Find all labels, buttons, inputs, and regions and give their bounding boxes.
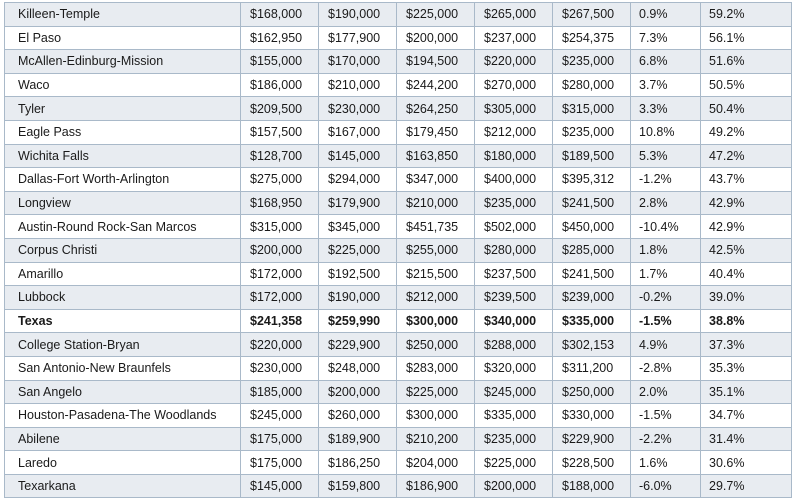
table-row <box>5 451 792 475</box>
price-cell: $345,000 <box>319 215 397 239</box>
price-cell: $189,900 <box>319 427 397 451</box>
metro-cell: Laredo <box>5 451 241 475</box>
metro-cell: Austin-Round Rock-San Marcos <box>5 215 241 239</box>
metro-cell: Texas <box>5 309 241 333</box>
total-growth-cell: 29.7% <box>701 474 792 498</box>
price-cell: $172,000 <box>241 262 319 286</box>
change-cell: -1.2% <box>631 168 701 192</box>
table-row <box>5 3 792 27</box>
metro-cell: Corpus Christi <box>5 238 241 262</box>
price-cell: $270,000 <box>475 73 553 97</box>
price-cell: $315,000 <box>553 97 631 121</box>
price-cell: $179,900 <box>319 191 397 215</box>
change-cell: 2.8% <box>631 191 701 215</box>
table-row <box>5 97 792 121</box>
price-cell: $283,000 <box>397 356 475 380</box>
price-cell: $157,500 <box>241 120 319 144</box>
price-cell: $225,000 <box>319 238 397 262</box>
price-cell: $311,200 <box>553 356 631 380</box>
total-growth-cell: 38.8% <box>701 309 792 333</box>
price-cell: $250,000 <box>397 333 475 357</box>
metro-cell: Tyler <box>5 97 241 121</box>
price-cell: $229,900 <box>319 333 397 357</box>
metro-cell: Wichita Falls <box>5 144 241 168</box>
price-cell: $189,500 <box>553 144 631 168</box>
price-cell: $210,000 <box>319 73 397 97</box>
price-cell: $451,735 <box>397 215 475 239</box>
price-cell: $212,000 <box>475 120 553 144</box>
price-cell: $185,000 <box>241 380 319 404</box>
table-row <box>5 309 792 333</box>
total-growth-cell: 50.4% <box>701 97 792 121</box>
price-cell: $235,000 <box>553 120 631 144</box>
change-cell: 6.8% <box>631 50 701 74</box>
metro-cell: Amarillo <box>5 262 241 286</box>
price-cell: $210,200 <box>397 427 475 451</box>
total-growth-cell: 49.2% <box>701 120 792 144</box>
table-row <box>5 120 792 144</box>
total-growth-cell: 40.4% <box>701 262 792 286</box>
price-cell: $300,000 <box>397 309 475 333</box>
price-cell: $248,000 <box>319 356 397 380</box>
price-cell: $395,312 <box>553 168 631 192</box>
price-cell: $320,000 <box>475 356 553 380</box>
price-cell: $228,500 <box>553 451 631 475</box>
price-cell: $180,000 <box>475 144 553 168</box>
total-growth-cell: 35.3% <box>701 356 792 380</box>
table-row <box>5 215 792 239</box>
price-cell: $239,500 <box>475 286 553 310</box>
price-cell: $245,000 <box>475 380 553 404</box>
table-row <box>5 380 792 404</box>
price-cell: $200,000 <box>475 474 553 498</box>
total-growth-cell: 30.6% <box>701 451 792 475</box>
price-cell: $188,000 <box>553 474 631 498</box>
price-cell: $264,250 <box>397 97 475 121</box>
change-cell: -1.5% <box>631 309 701 333</box>
table-row <box>5 168 792 192</box>
metro-cell: Longview <box>5 191 241 215</box>
metro-cell: El Paso <box>5 26 241 50</box>
metro-cell: Waco <box>5 73 241 97</box>
change-cell: 3.7% <box>631 73 701 97</box>
price-cell: $302,153 <box>553 333 631 357</box>
price-cell: $255,000 <box>397 238 475 262</box>
price-cell: $220,000 <box>241 333 319 357</box>
price-cell: $186,000 <box>241 73 319 97</box>
total-growth-cell: 35.1% <box>701 380 792 404</box>
price-cell: $288,000 <box>475 333 553 357</box>
price-cell: $237,000 <box>475 26 553 50</box>
change-cell: 10.8% <box>631 120 701 144</box>
price-cell: $220,000 <box>475 50 553 74</box>
table-row <box>5 50 792 74</box>
price-cell: $241,500 <box>553 262 631 286</box>
price-cell: $179,450 <box>397 120 475 144</box>
price-cell: $305,000 <box>475 97 553 121</box>
change-cell: 0.9% <box>631 3 701 27</box>
metro-cell: McAllen-Edinburg-Mission <box>5 50 241 74</box>
price-cell: $200,000 <box>241 238 319 262</box>
metro-cell: Abilene <box>5 427 241 451</box>
median-price-table-container <box>0 2 800 498</box>
table-row <box>5 26 792 50</box>
price-cell: $239,000 <box>553 286 631 310</box>
price-cell: $175,000 <box>241 451 319 475</box>
price-cell: $200,000 <box>319 380 397 404</box>
change-cell: 5.3% <box>631 144 701 168</box>
total-growth-cell: 47.2% <box>701 144 792 168</box>
price-cell: $168,950 <box>241 191 319 215</box>
price-cell: $275,000 <box>241 168 319 192</box>
change-cell: 7.3% <box>631 26 701 50</box>
price-cell: $172,000 <box>241 286 319 310</box>
price-cell: $330,000 <box>553 404 631 428</box>
price-cell: $400,000 <box>475 168 553 192</box>
price-cell: $265,000 <box>475 3 553 27</box>
price-cell: $177,900 <box>319 26 397 50</box>
metro-cell: Eagle Pass <box>5 120 241 144</box>
price-cell: $235,000 <box>553 50 631 74</box>
change-cell: -2.8% <box>631 356 701 380</box>
price-cell: $235,000 <box>475 191 553 215</box>
table-row <box>5 427 792 451</box>
price-cell: $159,800 <box>319 474 397 498</box>
total-growth-cell: 56.1% <box>701 26 792 50</box>
change-cell: 4.9% <box>631 333 701 357</box>
metro-cell: Dallas-Fort Worth-Arlington <box>5 168 241 192</box>
price-cell: $280,000 <box>553 73 631 97</box>
price-cell: $192,500 <box>319 262 397 286</box>
price-cell: $315,000 <box>241 215 319 239</box>
table-body <box>5 3 792 498</box>
price-cell: $241,500 <box>553 191 631 215</box>
price-cell: $244,200 <box>397 73 475 97</box>
price-cell: $237,500 <box>475 262 553 286</box>
price-cell: $259,990 <box>319 309 397 333</box>
change-cell: 1.7% <box>631 262 701 286</box>
table-row <box>5 356 792 380</box>
price-cell: $300,000 <box>397 404 475 428</box>
price-cell: $229,900 <box>553 427 631 451</box>
price-cell: $280,000 <box>475 238 553 262</box>
price-cell: $209,500 <box>241 97 319 121</box>
total-growth-cell: 51.6% <box>701 50 792 74</box>
price-cell: $502,000 <box>475 215 553 239</box>
price-cell: $204,000 <box>397 451 475 475</box>
metro-cell: San Angelo <box>5 380 241 404</box>
change-cell: -6.0% <box>631 474 701 498</box>
table-row <box>5 191 792 215</box>
price-cell: $200,000 <box>397 26 475 50</box>
total-growth-cell: 42.9% <box>701 215 792 239</box>
price-cell: $145,000 <box>319 144 397 168</box>
price-cell: $450,000 <box>553 215 631 239</box>
change-cell: 1.8% <box>631 238 701 262</box>
median-price-table <box>4 2 792 498</box>
total-growth-cell: 43.7% <box>701 168 792 192</box>
price-cell: $175,000 <box>241 427 319 451</box>
change-cell: -10.4% <box>631 215 701 239</box>
price-cell: $230,000 <box>319 97 397 121</box>
price-cell: $285,000 <box>553 238 631 262</box>
change-cell: 3.3% <box>631 97 701 121</box>
price-cell: $190,000 <box>319 3 397 27</box>
metro-cell: San Antonio-New Braunfels <box>5 356 241 380</box>
price-cell: $225,000 <box>397 3 475 27</box>
table-row <box>5 404 792 428</box>
total-growth-cell: 37.3% <box>701 333 792 357</box>
price-cell: $167,000 <box>319 120 397 144</box>
price-cell: $260,000 <box>319 404 397 428</box>
table-row <box>5 73 792 97</box>
price-cell: $254,375 <box>553 26 631 50</box>
price-cell: $267,500 <box>553 3 631 27</box>
price-cell: $230,000 <box>241 356 319 380</box>
price-cell: $225,000 <box>397 380 475 404</box>
price-cell: $163,850 <box>397 144 475 168</box>
metro-cell: Lubbock <box>5 286 241 310</box>
price-cell: $212,000 <box>397 286 475 310</box>
price-cell: $225,000 <box>475 451 553 475</box>
price-cell: $186,250 <box>319 451 397 475</box>
metro-cell: Killeen-Temple <box>5 3 241 27</box>
price-cell: $245,000 <box>241 404 319 428</box>
total-growth-cell: 50.5% <box>701 73 792 97</box>
change-cell: -1.5% <box>631 404 701 428</box>
total-growth-cell: 42.5% <box>701 238 792 262</box>
price-cell: $235,000 <box>475 427 553 451</box>
total-growth-cell: 34.7% <box>701 404 792 428</box>
price-cell: $215,500 <box>397 262 475 286</box>
price-cell: $294,000 <box>319 168 397 192</box>
change-cell: -0.2% <box>631 286 701 310</box>
total-growth-cell: 42.9% <box>701 191 792 215</box>
table-row <box>5 286 792 310</box>
total-growth-cell: 39.0% <box>701 286 792 310</box>
price-cell: $190,000 <box>319 286 397 310</box>
change-cell: -2.2% <box>631 427 701 451</box>
table-row <box>5 474 792 498</box>
table-row <box>5 238 792 262</box>
price-cell: $155,000 <box>241 50 319 74</box>
table-row <box>5 144 792 168</box>
price-cell: $335,000 <box>553 309 631 333</box>
total-growth-cell: 59.2% <box>701 3 792 27</box>
price-cell: $340,000 <box>475 309 553 333</box>
price-cell: $170,000 <box>319 50 397 74</box>
table-row <box>5 333 792 357</box>
table-row <box>5 262 792 286</box>
price-cell: $128,700 <box>241 144 319 168</box>
price-cell: $210,000 <box>397 191 475 215</box>
price-cell: $194,500 <box>397 50 475 74</box>
price-cell: $347,000 <box>397 168 475 192</box>
metro-cell: College Station-Bryan <box>5 333 241 357</box>
price-cell: $145,000 <box>241 474 319 498</box>
price-cell: $186,900 <box>397 474 475 498</box>
change-cell: 1.6% <box>631 451 701 475</box>
price-cell: $250,000 <box>553 380 631 404</box>
change-cell: 2.0% <box>631 380 701 404</box>
metro-cell: Houston-Pasadena-The Woodlands <box>5 404 241 428</box>
metro-cell: Texarkana <box>5 474 241 498</box>
total-growth-cell: 31.4% <box>701 427 792 451</box>
price-cell: $168,000 <box>241 3 319 27</box>
price-cell: $241,358 <box>241 309 319 333</box>
price-cell: $335,000 <box>475 404 553 428</box>
price-cell: $162,950 <box>241 26 319 50</box>
